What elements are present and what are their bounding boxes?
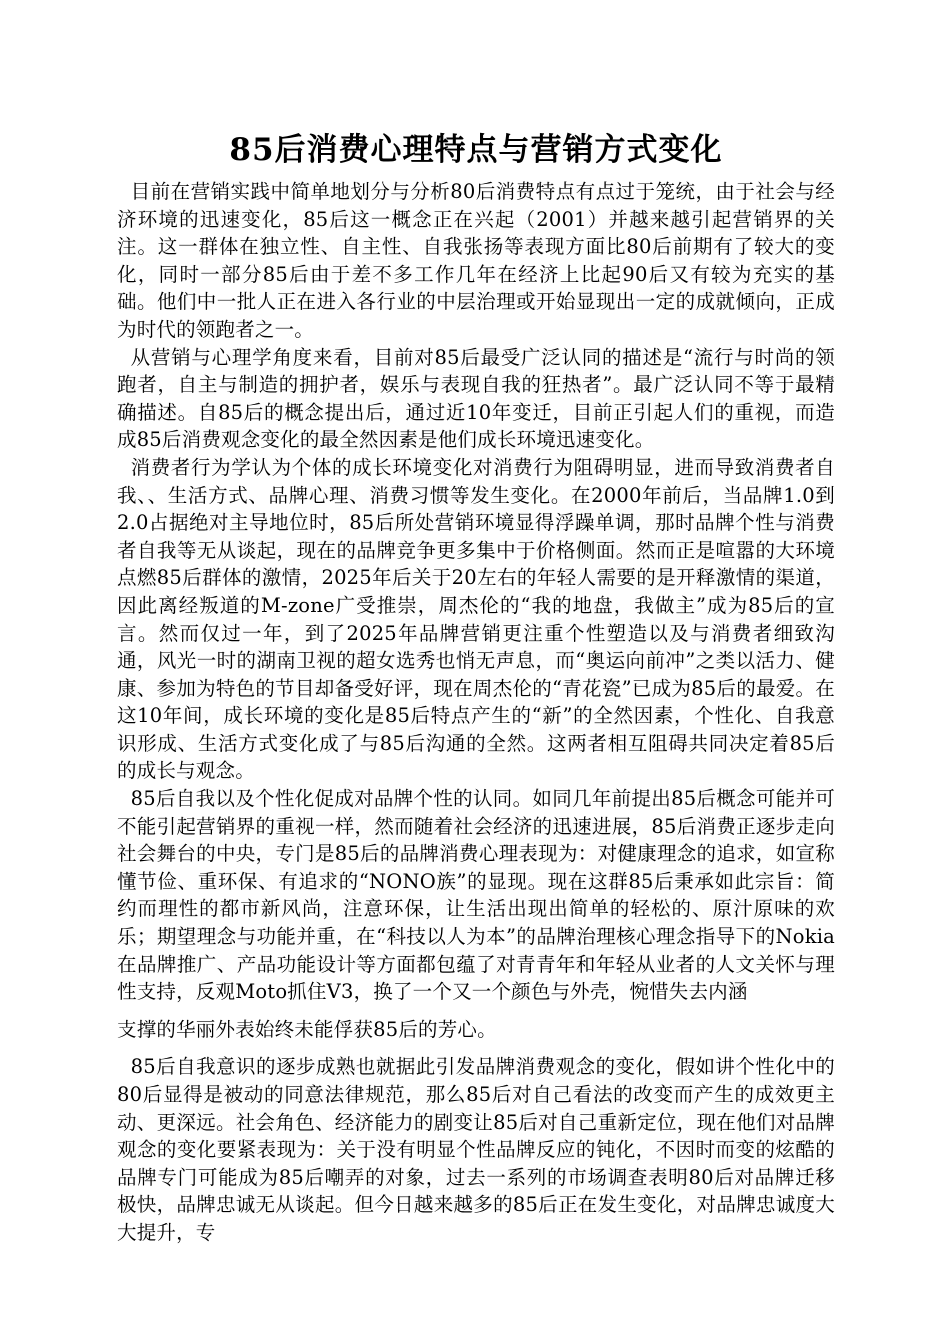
paragraph-4-body: 85后自我以及个性化促成对品牌个性的认同。如同几年前提出85后概念可能并可不能引起营销界的重视一样，然而随着社会经济的迅速进展，85后消费正逐步走向社会舞台的中央，专门是85后的品牌消费心理表现为：对健康理念的追求，如宣称懂节俭、重环保、有追求的“NONO族”的显现。现在这群85后秉承如此宗旨：简约而理性的都市新风尚，注意环保，让生活出现出简单的轻松的、原汁原味的欢乐；期望理念与功能并重，在“科技以人为本”的品牌治理核心理念指导下的Nokia在品牌推广、产品功能设计等方面都包蕴了对青青年和年轻从业者的人文关怀与理性支持，反观Moto抓住V3，换了一个又一个颜色与外壳，惋惜失去内涵 xyxy=(117,787,835,1004)
paragraph-4-tail: 支撑的华丽外表始终未能俘获85后的芳心。 xyxy=(117,1017,497,1041)
paragraph-2: 从营销与心理学角度来看，目前对85后最受广泛认同的描述是“流行与时尚的领跑者，自主与制造的拥护者，娱乐与表现自我的狂热者”。最广泛认同不等于最精确描述。自85后的概念提出后，通过近10年变迁，目前正引起人们的重视，而造成85后消费观念变化的最全然因素是他们成长环境迅速变化。 xyxy=(117,345,835,452)
paragraph-3: 消费者行为学认为个体的成长环境变化对消费行为阻碍明显，进而导致消费者自我、、生活方式、品牌心理、消费习惯等发生变化。在2000年前后，当品牌1.0到2.0占据绝对主导地位时，85后所处营销环境显得浮躁单调，那时品牌个性与消费者自我等无从谈起，现在的品牌竞争更多集中于价格侧面。然而正是喧嚣的大环境点燃85后群体的激情，2025年后关于20左右的年轻人需要的是开释激情的渠道，因此离经叛道的M-zone广受推崇，周杰伦的“我的地盘，我做主”成为85后的宣言。然而仅过一年，到了2025年品牌营销更注重个性塑造以及与消费者细致沟通，风光一时的湖南卫视的超女选秀也悄无声息，而“奥运向前冲”之类以活力、健康、参加为特色的节目却备受好评，现在周杰伦的“青花瓷”已成为85后的最爱。在这10年间，成长环境的变化是85后特点产生的“新”的全然因素，个性化、自我意识形成、生活方式变化成了与85后沟通的全然。这两者相互阻碍共同决定着85后的成长与观念。 xyxy=(117,455,835,783)
document-page xyxy=(117,128,835,1247)
document-title: 85后消费心理特点与营销方式变化 xyxy=(229,132,723,168)
paragraph-5: 85后自我意识的逐步成熟也就据此引发品牌消费观念的变化，假如讲个性化中的80后显得是被动的同意法律规范，那么85后对自己看法的改变而产生的成效更主动、更深远。社会角色、经济能力的剧变让85后对自己重新定位，现在他们对品牌观念的变化要紧表现为：关于没有明显个性品牌反应的钝化，不因时而变的炫酷的品牌专门可能成为85后嘲弄的对象，过去一系列的市场调查表明80后对品牌迁移极快，品牌忠诚无从谈起。但今日越来越多的85后正在发生变化，对品牌忠诚度大大提升，专 xyxy=(117,1055,835,1244)
paragraph-4 xyxy=(117,785,835,1043)
paragraph-1: 目前在营销实践中简单地划分与分析80后消费特点有点过于笼统，由于社会与经济环境的迅速变化，85后这一概念正在兴起（2001）并越来越引起营销界的关注。这一群体在独立性、自主性、自我张扬等表现方面比80后前期有了较大的变化，同时一部分85后由于差不多工作几年在经济上比起90后又有较为充实的基础。他们中一批人正在进入各行业的中层治理或开始显现出一定的成就倾向，正成为时代的领跑者之一。 xyxy=(117,180,835,341)
